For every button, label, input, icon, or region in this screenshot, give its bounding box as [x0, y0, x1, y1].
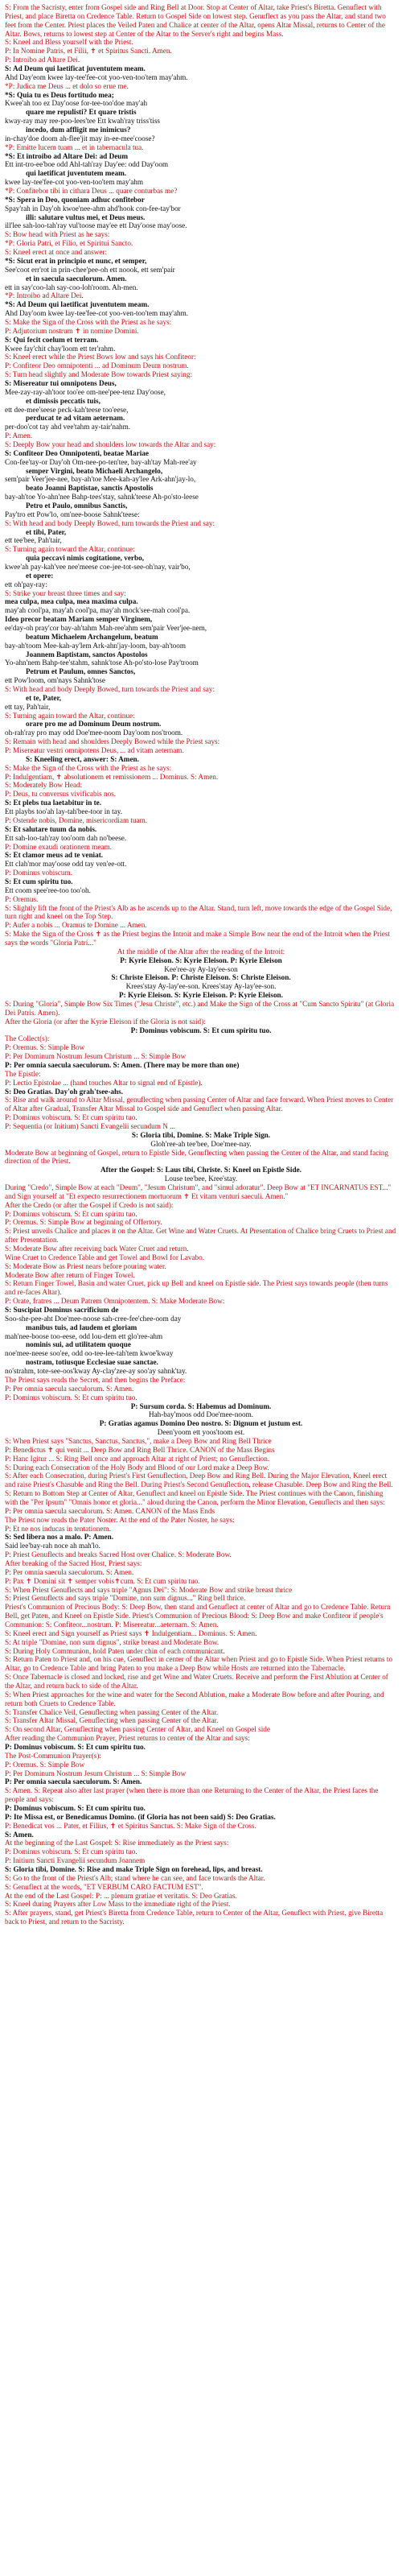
pronunciation-line: oh-rah'ray pro may odd Doe'mee-noom Day'oom nos'troom. [5, 729, 183, 737]
rubric-line: During "Credo", Simple Bow at each "Deum", "Jesum Christum", and "simul adoratur". Deep Bow at "ET INCARNATUS EST..." and Sign yourself at "Et expecto resurrectionem mortuorum ✝ Et vitam venturi saeculi. Amen." [5, 1183, 392, 1200]
pronunciation-line: Kwee fay'chit chay'loom ett ter'rahm. [5, 344, 116, 353]
rubric-line: S: Return Finger Towel, Basin and water Cruet, pick up Bell and kneel on Epistle side. The Priest says towards people (then turns and re-faces Altar). [5, 1279, 388, 1297]
rubric-line: At the beginning of the Last Gospel: S: Rise immediately as the Priest says: [5, 1839, 229, 1847]
latin-response-line: P: Per omnia saecula saeculorum. S: Amen. [5, 1777, 142, 1786]
rubric-line: S: Strike your breast three times and say: [5, 588, 126, 597]
latin-response-line: quia peccavi nimis cogitatione, verbo, [26, 554, 144, 563]
rubric-line: After breaking of the Sacred Host, Priest says: [5, 1558, 142, 1567]
latin-response-line: *S: Ad Deum qui laetificat juventutem meam. [5, 300, 150, 309]
latin-response-line: P: Kyrie Eleison. S: Kyrie Eleison. P: Kyrie Eleison. [119, 991, 283, 1000]
rubric-line: P: Per Dominum Nostrum Jesum Christum ... S: Simple Bow [5, 1769, 187, 1777]
rubric-line: P: Dominus vobiscum. S: Et cum spiritu tuo. [5, 1393, 137, 1402]
latin-response-line: incedo, dum affligit me inimicus? [26, 126, 131, 134]
rubric-line: *P: Gloria Patri, et Filio, et Spiritui Sancto. [5, 239, 133, 248]
rubric-line: S: When Priest approaches for the wine and water for the Second Ablution, make a Moderate Bow before and after Pouring, and return both Cruets to Credence Table. [5, 1690, 384, 1707]
rubric-line: P: Dominus vobiscum. S: Et cum spiritu tuo. [5, 1847, 137, 1856]
latin-response-line: et te, Pater, [26, 693, 62, 702]
pronunciation-line: mah'nee-boose too-eese, odd lou-dem ett glo'ree-ahm [5, 1331, 163, 1340]
rubric-line: S: Kneel erect while the Priest Bows low and says his Confiteor: [5, 353, 196, 361]
rubric-line: S: Make the Sign of the Cross ✝ as the Priest begins the Introit and make a Simple Bow near the end of the Introit when the Priest says the words "Gloria Patri..." [5, 930, 390, 947]
latin-response-line: After the Gospel: S: Laus tibi, Christe. S: Kneel on Epistle Side. [100, 1166, 302, 1174]
rubric-line: P: Initium Sancti Evangelii secundum Joannem [5, 1856, 146, 1865]
rubric-line: P: Priest Genuflects and breaks Sacred Host over Chalice. S: Moderate Bow. [5, 1550, 232, 1559]
latin-response-line: P: Per omnia saecula saeculorum. S: Amen. (There may be more than one) [5, 1060, 240, 1069]
rubric-line: Priest's Communion of Precious Body: S: Deep Bow, then stand and Genuflect at center of Altar and go to Credence Table. Return Bell, get Paten, and Kneel on Epistle Side. Priest's Communion of Precious Blood: S: Deep Bow and make Confiteor if people's Communion: S: Confiteor...nostrum. P: Misereatur...aeternam. S: Amen. [5, 1603, 391, 1629]
pronunciation-line: ill'lee sah-loo-tah'ray vul'toose may'ee ett Day'oose may'oose. [5, 221, 187, 230]
latin-response-line: et in saecula saeculorum. Amen. [26, 274, 127, 283]
pronunciation-line: kwee lay-tee'fee-cot yoo-ven-too'tem may'ahm [5, 178, 144, 187]
latin-response-line: S: Misereatur tui omnipotens Deus, [5, 378, 117, 387]
rubric-line: P: Adjutorium nostrum ✝ in nomine Domini. [5, 326, 139, 335]
rubric-line: After reading the Communion Prayer, Priest returns to center of the Altar and says: [5, 1734, 250, 1743]
pronunciation-line: kwee'ah pay-kah'vee nee'meese coe-jee-tot-see-oh'nay, vair'bo, [5, 563, 191, 571]
rubric-line: The Priest says reads the Secret, and then begins the Preface: [5, 1375, 186, 1384]
latin-response-line: Petro et Paulo, omnibus Sanctis, [26, 501, 128, 510]
pronunciation-line: ett tee'bee, Pah'tair, [5, 536, 62, 545]
pronunciation-line: Louse tee'bee, Kree'stay. [164, 1174, 238, 1183]
latin-response-line: manibus tuis, ad laudem et gloriam [26, 1323, 137, 1331]
rubric-line: S: Kneel and Bless yourself with the Priest. [5, 38, 133, 47]
latin-response-line: Joannem Baptistam, sanctos Apostolos [26, 650, 148, 658]
pronunciation-line: Con-fee'tay-or Day'oh Om-nee-po-ten'tee, bay-ah'tay Mah-ree'ay [5, 457, 197, 466]
latin-response-line: orare pro me ad Dominum Deum nostrum. [26, 720, 162, 729]
rubric-line: The Collect(s): [5, 1034, 50, 1043]
rubric-line: P: Dominus vobiscum. S: Et cum spiritu tuo. [5, 1113, 137, 1122]
pronunciation-line: Ett sah-loo-tah'ray too'oom dah no'beese. [5, 833, 127, 842]
latin-response-line: P: Dominus vobiscum. S: Et cum spiritu tuo. [130, 1026, 272, 1034]
rubric-line: The Post-Communion Prayer(s): [5, 1751, 101, 1760]
rubric-line: P: Oremus. [5, 894, 39, 903]
pronunciation-line: Hah-bay'moos odd Doe'mee-noom. [148, 1410, 254, 1419]
pronunciation-line: Ett clah'mor may'oose odd tay ven'ee-ott. [5, 860, 127, 869]
latin-response-line: S: Gloria tibi, Domine. S: Make Triple Sign. [131, 1130, 271, 1139]
latin-response-line: S: Qui fecit coelum et terram. [5, 335, 99, 344]
rubric-line: S: Kneel erect and Sign yourself as Priest says ✝ Indulgentiam... Dominus. S: Amen. [5, 1629, 257, 1637]
latin-response-line: beatum Michaelem Archangelum, beatum [26, 632, 158, 641]
rubric-line: P: Aufer a nobis ... Oramus te Domine ... Amen. [5, 921, 147, 930]
rubric-line: S: Return Paten to Priest and, on his cue, Genuflect in center of the Altar when Priest and go to Epistle Side. When Priest returns to Altar, go to Credence Table and bring Paten to you make a Deep Bow while Hosts are returned into the Tabernacle. [5, 1655, 393, 1673]
rubric-line: P: Dominus vobiscum. S: Et cum spiritu tuo. [5, 1209, 137, 1218]
rubric-line: S: Slightly lift the front of the Priest's Alb as he ascends up to the Altar. Stand, turn left, move towards the edge of the Gospel Side, turn right and kneel on the Top Step. [5, 903, 392, 921]
latin-response-line: illi: salutare vultus mei, et Deus meus. [26, 213, 146, 221]
latin-response-line: S: Kneeling erect, answer: S: Amen. [26, 754, 139, 763]
latin-response-line: et dimissis peccatis tuis, [26, 396, 100, 405]
latin-response-line: S: Et cum spiritu tuo. [5, 877, 73, 886]
latin-response-line: S: Suscipiat Dominus sacrificium de [5, 1306, 119, 1315]
rubric-line: P: Et ne nos inducas in tentationem. [5, 1524, 111, 1533]
rubric-line: S: Priest Genuflects and says triple "Domine, non sum dignus..." Ring bell thrice. [5, 1594, 246, 1603]
latin-response-line: P: Gratias agamus Domino Deo nostro. S: Dignum et justum est. [99, 1419, 303, 1428]
rubric-line: S: On second Altar, Genuflecting when passing Center of Altar, and Kneel on Gospel side [5, 1725, 270, 1734]
rubric-line: P: Pax ✝ Domini sit ✝ semper vobis✝cum. S: Et cum spiritu tuo. [5, 1576, 200, 1585]
latin-response-line: *S: Quia tu es Deus fortitudo mea; [5, 90, 114, 99]
latin-response-line: S: Et clamor meus ad te veniat. [5, 851, 104, 860]
rubric-line: S: Return to Bottom Step at Center of Altar, Genuflect and kneel on Epistle Side. The Priest continues with the Canon, finishing with the "Per Ipsum" "Omnis honor et gloria..." aloud during the Canon, perform the Minor Elevation, Genuflects and then says: [5, 1489, 385, 1506]
pronunciation-line: Kwee'ah too ez Day'oose for-tee-too'doe may'ah [5, 99, 148, 108]
latin-response-line: P: Ite Missa est, or Benedicamus Domino. (if Gloria has not been said) S: Deo Gratias. [5, 1812, 276, 1821]
latin-response-line: S: Deo Gratias. Day'oh grah'tsee-ahs. [5, 1087, 123, 1096]
latin-response-line: semper Virgini, beato Michaeli Archangelo, [26, 466, 163, 475]
rubric-line: P: Per omnia saecula saeculorum. S: Amen. [5, 1384, 134, 1393]
pronunciation-line: sem'pair Veer'jee-nee, bay-ah'toe Mee-kah-ay'lee Ark-ahn'jay-lo, [5, 475, 196, 484]
pronunciation-line: kway-ray may ree-poo-lees'tee Ett kwah'ray triss'tiss [5, 117, 160, 126]
rubric-line: S: Once Tabernacle is closed and locked, rise and get Wine and Water Cruets. Receive and perform the First Ablution at Center of the Altar, and return back to side of the Altar. [5, 1673, 388, 1690]
pronunciation-line: bay-ah'toe Yo-ahn'nee Bahp-tees'stay, sahnk'teese Ah-po'sto-leese [5, 493, 199, 502]
pronunciation-line: ett dee-mee'seese peck-kah'teese too'eese, [5, 405, 129, 414]
rubric-line: Moderate Bow at beginning of Gospel, return to Epistle Side, Genuflecting when passing the Center of the Altar, and stand facing direction of the Priest. [5, 1148, 389, 1166]
rubric-line: S: With head and body Deeply Bowed, turn towards the Priest and say: [5, 685, 215, 694]
rubric-line: P: Ostende nobis, Domine, misericordiam tuam. [5, 815, 148, 824]
rubric-line: S: Transfer Altar Missal, Genuflecting when passing Center of the Altar. [5, 1716, 219, 1725]
pronunciation-line: ett Pow'loom, om'nays Sahnk'tose [5, 676, 105, 685]
latin-response-line: S: Et plebs tua laetabitur in te. [5, 799, 102, 807]
rubric-line: *P: Confitebor tibi in cithara Deus ... quare conturbas me? [5, 187, 178, 196]
latin-response-line: et opere: [26, 571, 54, 580]
latin-response-line: S: Ad Deum qui laetificat juventutem meam. [5, 64, 146, 73]
pronunciation-line: Deen'yoom ett yoos'toom est. [157, 1428, 245, 1437]
pronunciation-line: noe'mee-neese soo'ee, odd oo-tee-lee-tah'tem kwoe'kway [5, 1349, 174, 1358]
rubric-line: P: Oremus. S: Simple Bow [5, 1043, 85, 1052]
rubric-line: S: Go to the front of the Priest's Alb; stand where he can see, and face towards the Altar. [5, 1873, 265, 1882]
latin-response-line: Ideo precor beatam Mariam semper Virginem, [5, 615, 153, 624]
rubric-line: P: Amen. [5, 431, 33, 440]
latin-response-line: S: Amen. [5, 1830, 34, 1839]
pronunciation-line: Krees'stay Ay-lay'ee-son. Krees'stay Ay-lay'ee-son. [125, 982, 277, 991]
pronunciation-line: Soo-she-pee-aht Doe'mee-noose sah-cree-fee'chee-oom day [5, 1314, 182, 1323]
latin-response-line: nostram, totiusque Ecclesiae suae sanctae. [26, 1358, 158, 1367]
pronunciation-line: Yo-ahn'nem Bahp-tee'stahm, sahnk'tose Ah-po'sto-lose Pay'troom [5, 658, 199, 667]
pronunciation-line: Ahd Day'oom kwee lay-tee'fee-cot yoo-ven-too'tem may'ahm. [5, 309, 189, 318]
latin-response-line: qui laetificat juventutem meam. [26, 169, 127, 178]
pronunciation-line: Gloh'ree-ah tee'bee, Doe'mee-nay. [150, 1139, 252, 1148]
latin-response-line: S: Confiteor Deo Omnipotenti, beatae Mariae [5, 448, 149, 457]
latin-response-line: perducat te ad vitam aeternam. [26, 414, 125, 423]
pronunciation-line: See'coot err'rot in prin-chee'pee-oh ett noook, ett sem'pair [5, 265, 175, 274]
latin-response-line: *S: Spera in Deo, quoniam adhuc confitebor [5, 195, 145, 204]
rubric-line: S: Bow head with Priest as he says: [5, 230, 110, 239]
rubric-line: S: When Priest says "Sanctus, Sanctus, Sanctus,", make a Deep Bow and Ring Bell Thrice [5, 1436, 272, 1445]
rubric-line: S: During each Consecration of the Holy Body and Blood of our Lord make a Deep Bow. [5, 1463, 269, 1472]
pronunciation-line: ett oh'pay-ray: [5, 580, 47, 588]
rubric-line: S: Kneel erect at once and answer: [5, 248, 108, 257]
latin-response-line: mea culpa, mea culpa, mea maxima culpa. [5, 597, 138, 606]
rubric-line: S: When Priest Genuflects and says triple "Agnus Dei": S: Moderate Bow and strike breast thrice [5, 1585, 293, 1594]
rubric-line: S: Moderately Bow Head: [5, 781, 83, 790]
rubric-line: P: Deus, tu conversus vivificabis nos. [5, 790, 117, 799]
pronunciation-line: may'ah cool'pa, may'ah cool'pa, may'ah mock'see-mah cool'pa. [5, 606, 191, 615]
rubric-line: P: Domine exaudi orationem meam. [5, 842, 112, 851]
latin-response-line: beato Joanni Baptistae, sanctis Apostolis [26, 484, 154, 493]
pronunciation-line: Pay'tro ett Pow'lo, om'nee-boose Sahnk'teese: [5, 510, 140, 518]
rubric-line: S: Remain with head and shoulders Deeply Bowed while the Priest says: [5, 737, 220, 746]
rubric-line: P: Lectio Epistolae ... (hand touches Altar to signal end of Epistle). [5, 1078, 203, 1087]
latin-response-line: P: Sursum corda. S: Habemus ad Dominum. [130, 1402, 272, 1410]
rubric-line: P: Confiteor Deo omnipotenti ... ad Dominum Deum nostrum. [5, 361, 189, 370]
latin-response-line: S: Gloria tibi, Domine. S: Rise and make Triple Sign on forehead, lips, and breast. [5, 1865, 263, 1874]
rubric-line: S: Moderate Bow after receiving back Water Cruet and return. [5, 1245, 189, 1253]
latin-response-line: P: Dominus vobiscum. S: Et cum spiritu tuo. [5, 1743, 146, 1752]
rubric-line: S: After prayers, stand, get Priest's Biretta from Credence Table, return to Center of the Altar, Genuflect with Priest, give Biretta back to Priest, and return to the Sacristy. [5, 1909, 384, 1926]
rubric-line: S: At triple "Domine, non sum dignus", strike breast and Moderate Bow. [5, 1637, 219, 1646]
rubric-line: S: From the Sacristy, enter from Gospel side and Ring Bell at Door. Stop at Center of Altar, take Priest's Biretta. Genuflect with Priest, and place Biretta on Credence Table. Return to Gospel Side on lowest step. Genuflect as you pass the Altar, and stand two feet from the Center. Priest places the Veiled Paten and Chalice at center of the Altar, opens Altar Missal, returns to Center of the Altar. Bows, returns to lowest step at Center of the Altar to the Server's right and begins Mass. [5, 3, 386, 38]
rubric-line: P: Orate, fratres ... Deum Patrem Omnipotentem. S: Make Moderate Bow: [5, 1297, 225, 1306]
rubric-line: S: Kneel during Prayers after Low Mass to the immediate right of the Priest. [5, 1900, 231, 1909]
rubric-line: At the end of the Last Gospel: P: ... plenum gratiae et veritatis. S: Deo Gratias. [5, 1891, 237, 1900]
latin-response-line: quare me repulisti? Et quare tristis [26, 108, 137, 117]
rubric-line: S: With head and body Deeply Bowed, turn towards the Priest and say: [5, 518, 215, 527]
latin-response-line: S: Christe Eleison. P: Christe Eleison. S: Christe Eleison. [111, 973, 291, 982]
latin-response-line: Petrum et Paulum, omnes Sanctos, [26, 667, 136, 676]
pronunciation-line: Ett playbs too'ah lay-tah'bee-toor in tay. [5, 807, 123, 816]
rubric-line: S: Priest unveils Chalice and places it on the Altar. Get Wine and Water Cruets. At Presentation of Chalice bring Cruets to Priest and after Presentation. [5, 1227, 396, 1245]
rubric-line: After the Credo (or after the Gospel if Credo is not said): [5, 1200, 174, 1209]
rubric-line: P: Introibo ad Altare Dei. [5, 56, 80, 64]
pronunciation-line: Ahd Day'eom kwee lay-tee'fee-cot yoo-ven-too'tem may'ahm. [5, 72, 188, 81]
pronunciation-line: Said lee'bay-rah noce ah mah'lo. [5, 1542, 100, 1550]
rubric-line: S: Turn head slightly and Moderate Bow towards Priest saying: [5, 370, 192, 379]
rubric-line: P: In Nomine Patris, et Filii, ✝ et Spiritus Sancti. Amen. [5, 47, 172, 56]
pronunciation-line: per-doo'cot tay ahd vee'tahm ay-tair'nahm. [5, 423, 131, 431]
rubric-line: S: During Holy Communion, hold Paten under chin of each communicant. [5, 1646, 225, 1655]
rubric-line: P: Per Dominum Nostrum Jesum Christum ... S: Simple Bow [5, 1052, 187, 1061]
pronunciation-line: Kee'ree-ay Ay-lay'ee-son [164, 964, 238, 973]
rubric-line: P: Per omnia saecula saeculorum. S: Amen. CANON of the Mass Ends [5, 1506, 215, 1515]
latin-response-line: S: Et salutare tuum da nobis. [5, 824, 97, 833]
latin-response-line: *S: Et introibo ad Altare Dei: ad Deum [5, 151, 129, 160]
pronunciation-line: Ett coom spee'ree-too too'oh. [5, 886, 91, 894]
latin-response-line: S: Sed libera nos a malo. P: Amen. [5, 1533, 114, 1542]
pronunciation-line: Ett int-tro-ee'boe odd Ahl-tah'ray Day'ee: odd Day'oom [5, 160, 169, 169]
rubric-line: P: Oremus. S: Simple Bow [5, 1760, 85, 1769]
rubric-line: Wine Cruet to Credence Table and get Towel and Bowl for Lavabo. [5, 1253, 205, 1261]
rubric-line: P: Hanc Igitur ... S: Ring Bell once and approach Altar at right of Priest; no Genuflection. [5, 1454, 270, 1463]
rubric-line: At the middle of the Altar after the reading of the Introit: [117, 947, 285, 956]
rubric-line: P: Benedictus ✝ qui venit ... Deep Bow and Ring Bell Thrice. CANON of the Mass Begins [5, 1445, 275, 1454]
rubric-line: *P: Emitte lucem tuam ... et in tabernacula tua. [5, 142, 144, 151]
rubric-line: P: Oremus. S: Simple Bow at beginning of Offertory. [5, 1218, 162, 1227]
rubric-line: S: After each Consecration, during Priest's First Genuflection, Deep Bow and Ring Bell. During the Major Elevation, Kneel erect and raise Priest's Chasuble and Ring the Bell. During Priest's Second Genuflection, release Chasuble. Deep Bow and Ring the Bell. [5, 1472, 393, 1489]
latin-response-line: nominis sui, ad utilitatem quoque [26, 1340, 131, 1349]
rubric-line: P: Sequentia (or Initium) Sancti Evangelii secundum N ... [5, 1122, 176, 1130]
rubric-line: Moderate Bow after return of Finger Towel. [5, 1270, 135, 1279]
rubric-line: S: Deeply Bow your head and shoulders low towards the Altar and say: [5, 440, 216, 448]
rubric-line: *P: Judica me Deus ... et dolo so erue me. [5, 81, 129, 90]
pronunciation-line: ee'day-oh pray'cor bay-ah'tahm Mah-ree'ahm sem'pair Veer'jee-nem, [5, 624, 207, 633]
pronunciation-line: bay-ah'toom Mee-kah-ay'lem Ark-ahn'jay-loom, bay-ah'toom [5, 641, 187, 650]
rubric-line: S: Turning again toward the Altar, continue: [5, 545, 135, 554]
rubric-line: S: Make the Sign of the Cross with the Priest as he says: [5, 763, 172, 772]
rubric-line: S: Turning again toward the Altar, continue: [5, 711, 135, 720]
pronunciation-line: ett tay, Pah'tair, [5, 702, 51, 711]
pronunciation-line: in-chay'doe doom ah-flee'jit may in-ee-mee'coose? [5, 134, 155, 142]
rubric-line: P: Per omnia saecula saeculorum. S: Amen. [5, 1567, 134, 1576]
rubric-line: S: Amen. S: Repeat also after last prayer (when there is more than one Returning to the Center of the Altar, the Priest faces the people and says: [5, 1786, 379, 1804]
rubric-line: P: Misereatur vestri omnipotens Deus, ... ad vitam aeternam. [5, 746, 184, 755]
latin-response-line: P: Kyrie Eleison. S: Kyrie Eleison. P: Kyrie Eleison [120, 956, 282, 964]
latin-response-line: P: Dominus vobiscum. S: Et cum spiritu tuo. [5, 1804, 146, 1813]
rubric-line: S: Transfer Chalice Veil, Genuflecting when passing Center of the Altar. [5, 1707, 219, 1716]
latin-response-line: *S: Sicut erat in principio et nunc, et semper, [5, 256, 147, 265]
rubric-line: P: Benedicat vos ... Pater, et Filius, ✝ et Spiritus Sanctus. S: Make Sign of the Cross. [5, 1821, 256, 1830]
pronunciation-line: ett in say'coo-lah say-coo-loh'room. Ah-men. [5, 283, 138, 291]
rubric-line: S: Genuflect at the words, "ET VERBUM CARO FACTUM EST". [5, 1882, 203, 1891]
rubric-line: S: During "Gloria", Simple Bow Six Times ("Jesu Christe", etc.) and Make the Sign of the Cross at "Cum Sancto Spiritu" (at Gloria Dei Patris. Amen). [5, 999, 395, 1017]
rubric-line: After the Gloria (or after the Kyrie Eleison if the Gloria is not said): [5, 1017, 206, 1026]
rubric-line: *P: Introibo ad Altare Dei. [5, 291, 84, 300]
rubric-line: S: Rise and walk around to Altar Missal, genuflecting when passing Center of Altar and face forward. When Priest moves to Center of Altar after Gradual, Transfer Altar Missal to Gospel side and Genuflect when passing Altar. [5, 1096, 394, 1113]
latin-response-line: et tibi, Pater, [26, 527, 67, 536]
rubric-line: The Priest now reads the Pater Noster. At the end of the Pater Noster, he says: [5, 1515, 235, 1524]
rubric-line: P: Dominus vobiscum. [5, 869, 72, 877]
rubric-line: P: Indulgentiam, ✝ absolutionem et remissionem ... Dominus. S: Amen. [5, 772, 219, 781]
pronunciation-line: Mee-zay-ray-ah'toor too'ee om-nee'pee-tenz Day'oose, [5, 387, 166, 396]
rubric-line: S: Make the Sign of the Cross with the Priest as he says: [5, 317, 172, 326]
rubric-line: The Epistle: [5, 1069, 41, 1078]
pronunciation-line: Spay'rah in Day'oh kwoe'nee-ahm ahd'hook con-fee-tay'bor [5, 204, 181, 213]
pronunciation-line: no'strahm, tote-see-oos'kway Ay-clay'zee-ay soo'ay sahnk'tay. [5, 1367, 187, 1376]
rubric-line: S: Moderate Bow as Priest nears before pouring water. [5, 1261, 166, 1270]
